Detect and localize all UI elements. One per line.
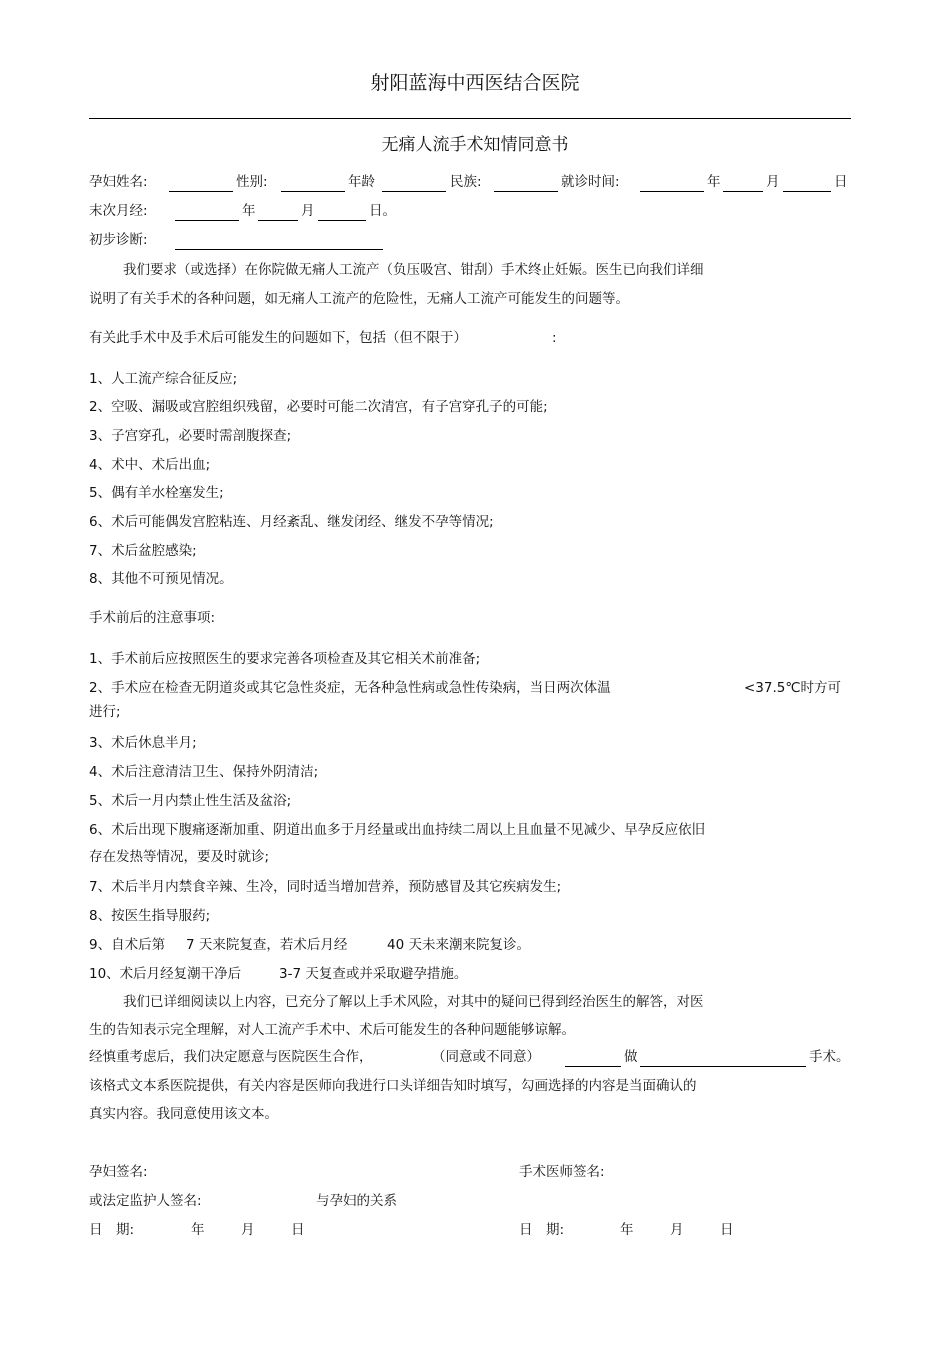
precaution-item-4: 4、术后注意清洁卫生、保持外阴清洁; — [89, 764, 319, 780]
doctor-date-label: 日 期: — [519, 1222, 565, 1238]
consent-line-1: 我们已详细阅读以上内容，已充分了解以上手术风险，对其中的疑问已得到经治医生的解答，对医 — [123, 994, 704, 1010]
precaution-item-1: 1、手术前后应按照医生的要求完善各项检查及其它相关术前准备; — [89, 651, 481, 667]
intro-line-2: 说明了有关手术的各种问题，如无痛人工流产的危险性，无痛人工流产可能发生的问题等。 — [89, 291, 629, 307]
precaution-item-5: 5、术后一月内禁止性生活及盆浴; — [89, 793, 292, 809]
lmp-day-field[interactable] — [318, 220, 366, 221]
patient-signature-label: 孕妇签名: — [89, 1164, 148, 1180]
precaution-item-3: 3、术后休息半月; — [89, 735, 197, 751]
precaution-item-10: 10、术后月经复潮干净后 — [89, 966, 242, 982]
precaution-item-2: 2、手术应在检查无阴道炎或其它急性炎症，无各种急性病或急性传染病，当日两次体温 — [89, 680, 611, 696]
surgery-name-field[interactable] — [640, 1066, 806, 1067]
visit-year-field[interactable] — [640, 191, 704, 192]
age-label: 年龄 — [348, 174, 375, 190]
precaution-item-8: 8、按医生指导服药; — [89, 908, 211, 924]
risk-item-5: 5、偶有羊水栓塞发生; — [89, 485, 224, 501]
precaution-item-2-temp: <37.5℃时方可 — [744, 680, 842, 696]
visit-month-field[interactable] — [723, 191, 763, 192]
doctor-date-year: 年 — [620, 1222, 634, 1238]
consent-surgery-label: 手术。 — [809, 1049, 850, 1065]
gender-label: 性别: — [236, 174, 268, 190]
consent-line-2: 生的告知表示完全理解，对人工流产手术中、术后可能发生的各种问题能够谅解。 — [89, 1022, 575, 1038]
lmp-year-unit: 年 — [242, 203, 256, 219]
risk-item-6: 6、术后可能偶发宫腔粘连、月经紊乱、继发闭经、继发不孕等情况; — [89, 514, 494, 530]
precaution-item-9: 9、自术后第 — [89, 937, 166, 953]
consent-line-4: 该格式文本系医院提供，有关内容是医师向我进行口头详细告知时填写，勾画选择的内容是当面确认的 — [89, 1078, 697, 1094]
precaution-item-10-b: 3-7 天复查或并采取避孕措施。 — [279, 966, 468, 982]
visit-day-unit: 日 — [834, 174, 848, 190]
visit-month-unit: 月 — [766, 174, 780, 190]
precaution-item-2-cont: 进行; — [89, 704, 121, 720]
risk-item-1: 1、人工流产综合征反应; — [89, 371, 238, 387]
precautions-heading: 手术前后的注意事项: — [89, 610, 216, 626]
intro-line-1: 我们要求（或选择）在你院做无痛人工流产（负压吸宫、钳刮）手术终止妊娠。医生已向我们详细 — [123, 262, 704, 278]
risks-heading: 有关此手术中及手术后可能发生的问题如下，包括（但不限于） — [89, 330, 467, 346]
gender-field[interactable] — [281, 191, 345, 192]
patient-date-month: 月 — [241, 1222, 255, 1238]
precaution-item-9-c: 40 天未来潮来院复诊。 — [387, 937, 530, 953]
age-field[interactable] — [382, 191, 446, 192]
precaution-item-7: 7、术后半月内禁食辛辣、生冷，同时适当增加营养，预防感冒及其它疾病发生; — [89, 879, 562, 895]
patient-date-label: 日 期: — [89, 1222, 135, 1238]
header-divider — [89, 118, 851, 119]
lmp-label: 末次月经: — [89, 203, 148, 219]
risks-heading-colon: : — [552, 330, 557, 346]
precaution-item-6-cont: 存在发热等情况，要及时就诊; — [89, 849, 270, 865]
ethnicity-field[interactable] — [494, 191, 558, 192]
visit-time-label: 就诊时间: — [561, 174, 620, 190]
precaution-item-9-b: 7 天来院复查，若术后月经 — [186, 937, 348, 953]
visit-year-unit: 年 — [707, 174, 721, 190]
relation-label: 与孕妇的关系 — [316, 1193, 397, 1209]
risk-item-3: 3、子宫穿孔，必要时需剖腹探查; — [89, 428, 292, 444]
risk-item-4: 4、术中、术后出血; — [89, 457, 211, 473]
ethnicity-label: 民族: — [450, 174, 482, 190]
guardian-signature-label: 或法定监护人签名: — [89, 1193, 202, 1209]
diagnosis-field[interactable] — [175, 249, 383, 250]
hospital-name: 射阳蓝海中西医结合医院 — [370, 72, 580, 94]
risk-item-8: 8、其他不可预见情况。 — [89, 571, 233, 587]
consent-do-label: 做 — [624, 1049, 638, 1065]
risk-item-7: 7、术后盆腔感染; — [89, 543, 197, 559]
consent-choice-hint: （同意或不同意） — [432, 1049, 540, 1065]
lmp-month-unit: 月 — [301, 203, 315, 219]
name-field[interactable] — [169, 191, 233, 192]
patient-date-day: 日 — [291, 1222, 305, 1238]
risk-item-2: 2、空吸、漏吸或宫腔组织残留，必要时可能二次清宫，有子宫穿孔子的可能; — [89, 399, 548, 415]
consent-line-3: 经慎重考虑后，我们决定愿意与医院医生合作， — [89, 1049, 373, 1065]
document-title: 无痛人流手术知情同意书 — [381, 135, 569, 155]
lmp-month-field[interactable] — [258, 220, 298, 221]
visit-day-field[interactable] — [783, 191, 831, 192]
consent-line-5: 真实内容。我同意使用该文本。 — [89, 1106, 278, 1122]
consent-choice-field[interactable] — [565, 1066, 621, 1067]
diagnosis-label: 初步诊断: — [89, 232, 148, 248]
name-label: 孕妇姓名: — [89, 174, 148, 190]
doctor-signature-label: 手术医师签名: — [519, 1164, 605, 1180]
doctor-date-day: 日 — [720, 1222, 734, 1238]
doctor-date-month: 月 — [670, 1222, 684, 1238]
lmp-day-unit: 日。 — [369, 203, 396, 219]
patient-date-year: 年 — [191, 1222, 205, 1238]
lmp-year-field[interactable] — [175, 220, 239, 221]
precaution-item-6: 6、术后出现下腹痛逐渐加重、阴道出血多于月经量或出血持续二周以上且血量不见减少、早孕反应依旧 — [89, 822, 706, 838]
